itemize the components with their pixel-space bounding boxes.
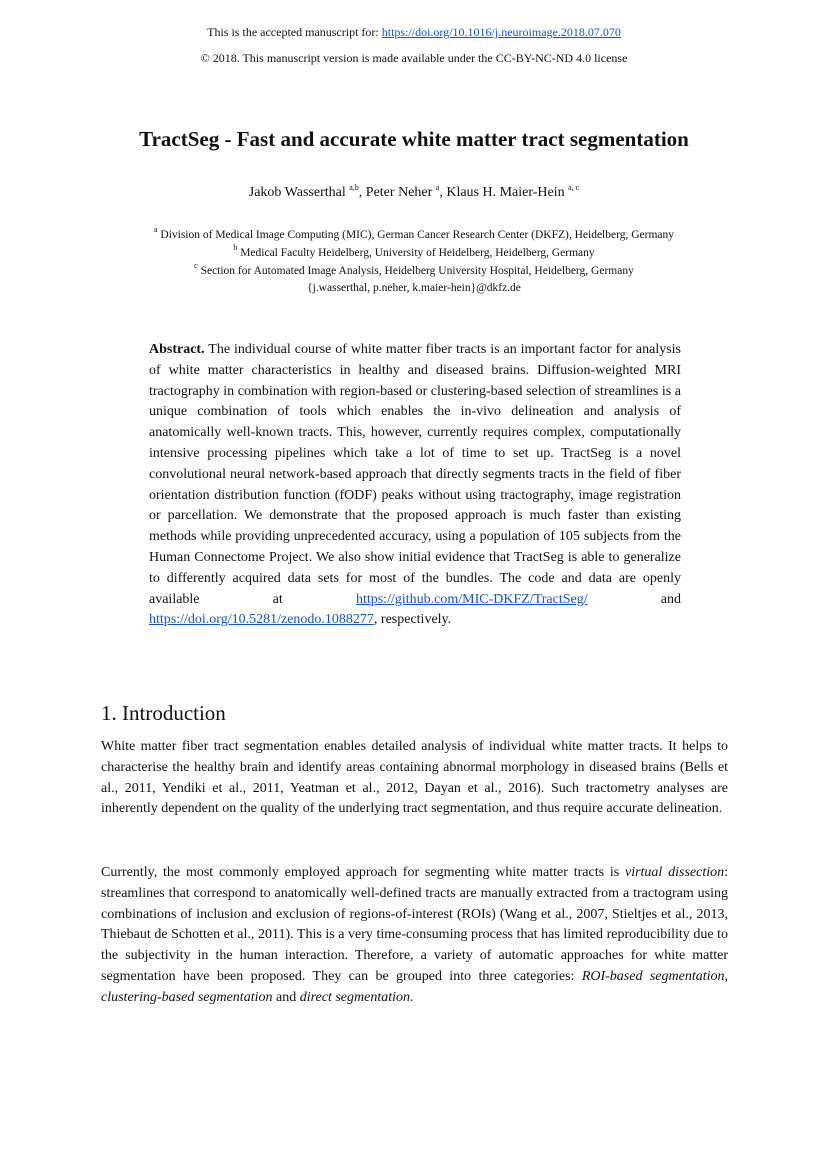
- author-affil-sup: a,b: [349, 183, 359, 192]
- author-list: Jakob Wasserthal $^{a,b}$, Peter Neher $^a$, Klaus H. Maier-Hein $^{a, c}$: [248, 183, 580, 200]
- license-notice: © 2018. This manuscript version is made available under the CC-BY-NC-ND 4.0 license: [200, 51, 628, 65]
- intro-paragraph-2: [101, 863, 728, 1009]
- affil-sup: a: [153, 225, 158, 234]
- p2-emphasis: clustering-based segmentation: [101, 989, 273, 1005]
- paper-title: TractSeg - Fast and accurate white matter tract segmentation: [139, 127, 689, 151]
- data-link[interactable]: https://doi.org/10.5281/zenodo.1088277: [149, 612, 374, 628]
- author-affil-sup: a: [435, 183, 440, 192]
- affiliation-b: [0, 243, 828, 260]
- p2-text: .: [410, 989, 414, 1005]
- p2-text: and: [272, 989, 300, 1005]
- code-link[interactable]: https://github.com/MIC-DKFZ/TractSeg/: [355, 591, 588, 607]
- abstract: [149, 340, 681, 631]
- author-affil-sup: a, c: [568, 183, 580, 192]
- affil-text: Section for Automated Image Analysis, Heidelberg University Hospital, Heidelberg, Germany: [200, 265, 634, 277]
- manuscript-notice-prefix: This is the accepted manuscript for:: [207, 25, 382, 39]
- p2-text: Currently, the most commonly employed approach for segmenting white matter tracts is: [101, 865, 625, 880]
- abstract-label: Abstract.: [149, 342, 205, 357]
- p2-emphasis: virtual dissection: [624, 865, 725, 880]
- author-name: Klaus H. Maier-Hein: [446, 185, 565, 200]
- affil-text: Medical Faculty Heidelberg, University of Heidelberg, Heidelberg, Germany: [240, 247, 595, 259]
- p2-emphasis: direct segmentation: [299, 989, 410, 1005]
- section-heading-introduction: 1. Introduction: [101, 701, 226, 725]
- abstract-text: The individual course of white matter fiber tracts is an important factor for analysis of white matter characteristics in healthy and diseased brains. Diffusion-weighted MRI tractography in combination with region-based or clustering-based selection of streamlines is a unique combination of tools which enables the in-vivo delineation and analysis of anatomically well-known tracts. This, however, currently requires complex, computationally intensive processing pipelines which take a lot of time to set up. TractSeg is a novel convolutional neural network-based approach that directly segments tracts in the field of fiber orientation distribution function (fODF) peaks without using tractography, image registration or parcellation. We demonstrate that the proposed approach is much faster than existing methods while providing unprecedented accuracy, using a population of 105 subjects from the Human Connectome Project. We also show initial evidence that TractSeg is able to generalize to differently acquired data sets for most of the bundles. The code and data are openly available at: [149, 342, 681, 607]
- manuscript-notice: [0, 25, 828, 39]
- abstract-end: , respectively.: [373, 612, 452, 628]
- doi-link[interactable]: https://doi.org/10.1016/j.neuroimage.2018.07.070: [381, 25, 621, 39]
- affil-sup: b: [233, 243, 238, 252]
- p2-text: ,: [724, 968, 728, 984]
- affil-sup: c: [194, 261, 198, 270]
- author-emails: {j.wasserthal, p.neher, k.maier-hein}@dkfz.de: [307, 282, 521, 294]
- author-name: Peter Neher: [365, 185, 433, 200]
- affiliation-a: [0, 225, 828, 242]
- author-name: Jakob Wasserthal: [248, 185, 346, 200]
- abstract-and: and: [587, 591, 681, 607]
- intro-paragraph-1: White matter fiber tract segmentation enables detailed analysis of individual white matter tracts. It helps to characterise the healthy brain and identify areas containing abnormal morphology in diseased brains (Bells et al., 2011, Yendiki et al., 2011, Yeatman et al., 2012, Dayan et al., 2016). Such tractometry analyses are inherently dependent on the quality of the underlying tract segmentation, and thus require accurate delineation.: [101, 739, 728, 817]
- p2-emphasis: ROI-based segmentation: [581, 968, 725, 984]
- affil-text: Division of Medical Image Computing (MIC), German Cancer Research Center (DKFZ), Heidelberg, Germany: [160, 229, 675, 241]
- p2-text: : streamlines that correspond to anatomically well-defined tracts are manually extracted from a tractogram using combinations of inclusion and exclusion of regions-of-interest (ROIs) (Wang et al., 2007, Stieltjes et al., 2013, Thiebaut de Schotten et al., 2011). This is a very time-consuming process that has limited reproducibility due to the subjectivity in the human interaction. Therefore, a variety of automatic approaches for white matter segmentation have been proposed. They can be grouped into three categories:: [101, 865, 729, 984]
- affiliation-c: [0, 261, 828, 278]
